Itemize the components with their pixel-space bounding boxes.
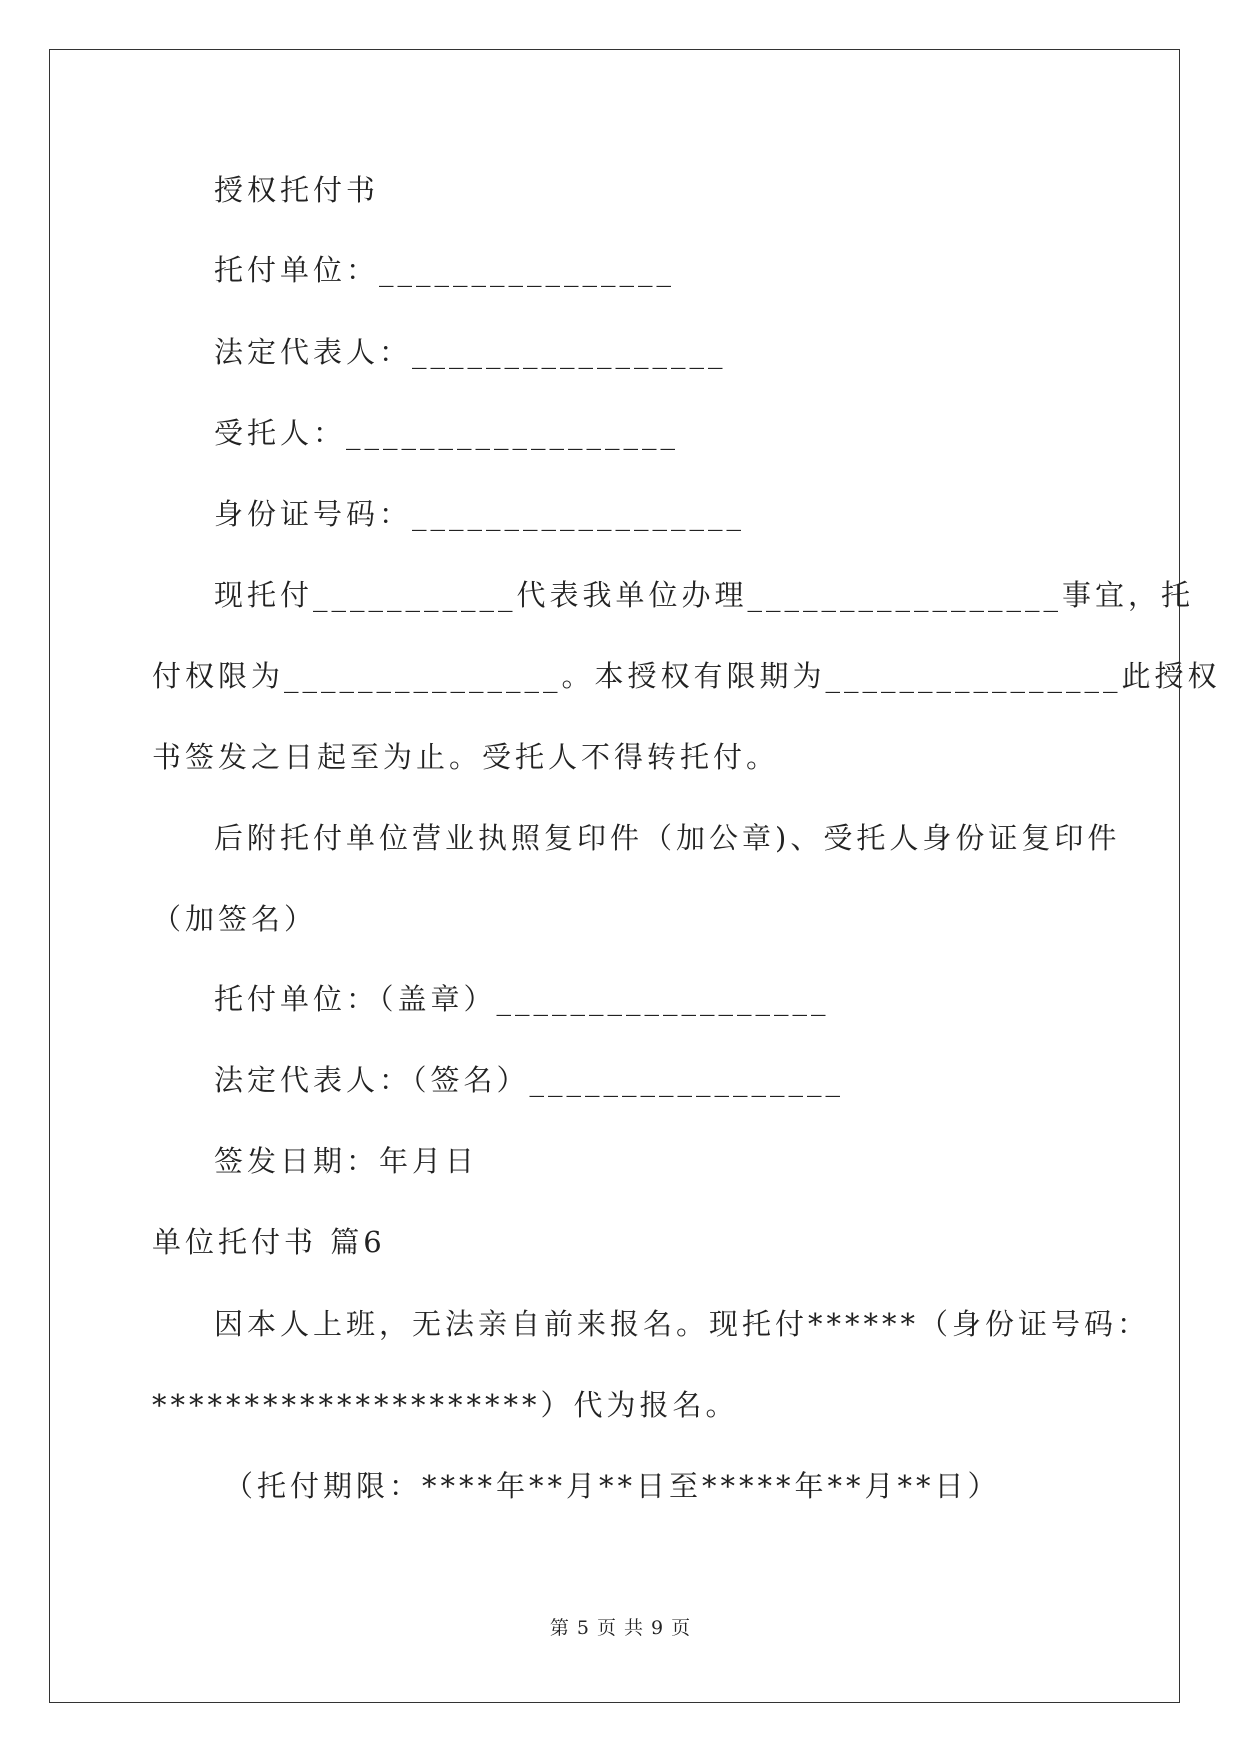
section-heading: 单位托付书 篇6 — [152, 1225, 386, 1259]
field-id-number: 身份证号码：__________________ — [214, 497, 746, 531]
issue-date: 签发日期：年月日 — [214, 1144, 479, 1178]
body-paragraph-line: 因本人上班，无法亲自前来报名。现托付******（身份证号码： — [214, 1307, 1151, 1341]
body-paragraph-line: *********************）代为报名。 — [152, 1388, 739, 1422]
body-paragraph-line: （加签名） — [152, 902, 318, 936]
field-trustee: 受托人：__________________ — [214, 416, 680, 450]
body-paragraph-line: 付权限为_______________。本授权有限期为________________此授权 — [152, 659, 1221, 693]
signature-unit-seal: 托付单位：（盖章）__________________ — [214, 982, 830, 1016]
field-legal-representative: 法定代表人：_________________ — [214, 335, 727, 369]
body-paragraph-line: 后附托付单位营业执照复印件（加公章)、受托人身份证复印件 — [214, 821, 1121, 855]
document-title: 授权托付书 — [214, 173, 380, 207]
page-border — [49, 49, 1180, 1703]
entrust-period: （托付期限：****年**月**日至*****年**月**日） — [224, 1469, 1001, 1503]
body-paragraph-line: 现托付___________代表我单位办理_________________事宜，托 — [214, 578, 1195, 612]
signature-legal-representative: 法定代表人：（签名）_________________ — [214, 1063, 845, 1097]
body-paragraph-line: 书签发之日起至为止。受托人不得转托付。 — [152, 740, 780, 774]
page-number: 第 5 页 共 9 页 — [549, 1617, 692, 1639]
field-entrusting-unit: 托付单位：________________ — [214, 253, 676, 287]
